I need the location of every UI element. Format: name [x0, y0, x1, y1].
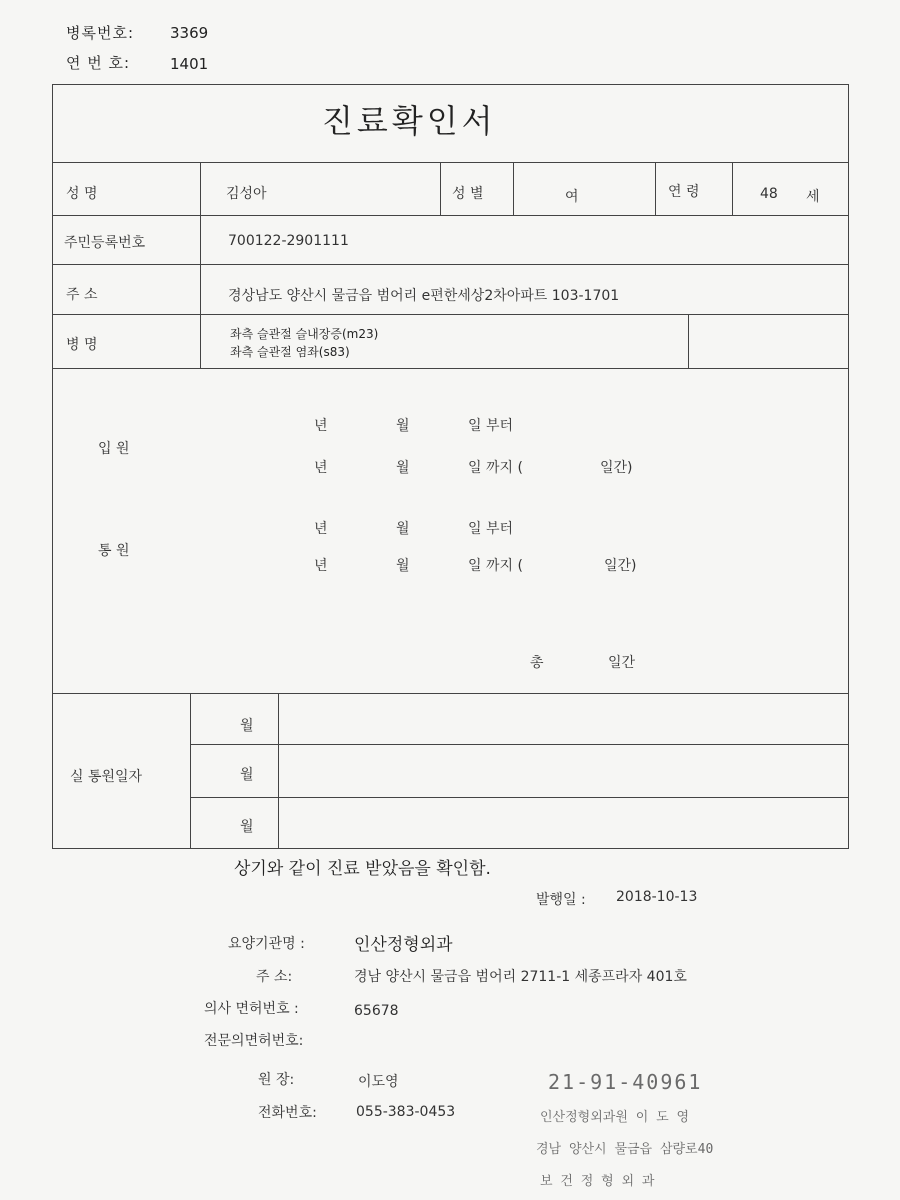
- institution-address-label: 주 소:: [256, 969, 293, 985]
- inpatient-to-day: 일 까지 (: [468, 460, 523, 476]
- inpatient-days: 일간): [600, 460, 633, 476]
- sex-label: 성 별: [452, 186, 484, 202]
- issue-date-label: 발행일 :: [536, 892, 586, 908]
- specialist-license-label: 전문의면허번호:: [204, 1033, 304, 1049]
- age-label: 연 령: [668, 184, 700, 200]
- total-label: 총: [530, 655, 544, 671]
- inpatient-to-month: 월: [396, 460, 410, 476]
- outpatient-from-month: 월: [396, 521, 410, 537]
- stamp-department: 보 건 정 형 외 과: [540, 1174, 655, 1189]
- document-title: 진료확인서: [322, 102, 497, 140]
- visit-month-1: 월: [240, 718, 254, 734]
- visit-month-2: 월: [240, 767, 254, 783]
- outpatient-to-day: 일 까지 (: [468, 558, 523, 574]
- issue-date-value: 2018-10-13: [616, 889, 698, 905]
- confirmation-statement: 상기와 같이 진료 받았음을 확인함.: [234, 859, 491, 879]
- name-label: 성 명: [66, 186, 98, 202]
- institution-label: 요양기관명 :: [228, 936, 305, 952]
- name-value: 김성아: [226, 186, 267, 202]
- address-value: 경상남도 양산시 물금읍 범어리 e편한세상2차아파트 103-1701: [228, 288, 620, 304]
- license-label: 의사 면허번호 :: [204, 1001, 299, 1017]
- total-days: 일간: [608, 655, 636, 671]
- outpatient-from-year: 년: [314, 521, 328, 537]
- director-value: 이도영: [358, 1074, 399, 1090]
- disease-value-2: 좌측 슬관절 염좌(s83): [230, 345, 350, 359]
- outpatient-to-month: 월: [396, 558, 410, 574]
- registry-number-label: 병록번호:: [66, 24, 135, 42]
- rrn-value: 700122-2901111: [228, 233, 349, 249]
- inpatient-from-day: 일 부터: [468, 418, 514, 434]
- director-label: 원 장:: [258, 1072, 295, 1088]
- address-label: 주 소: [66, 287, 98, 303]
- stamp-business-number: 21-91-40961: [548, 1070, 703, 1094]
- phone-label: 전화번호:: [258, 1105, 317, 1121]
- rrn-label: 주민등록번호: [64, 235, 146, 251]
- sex-value: 여: [565, 189, 579, 205]
- disease-label: 병 명: [66, 337, 98, 353]
- outpatient-to-year: 년: [314, 558, 328, 574]
- disease-value-1: 좌측 슬관절 슬내장증(m23): [230, 327, 379, 341]
- registry-number-value: 3369: [170, 24, 209, 42]
- inpatient-label: 입 원: [98, 441, 130, 457]
- outpatient-days: 일간): [604, 558, 637, 574]
- outpatient-label: 통 원: [98, 543, 130, 559]
- visit-month-3: 월: [240, 819, 254, 835]
- outpatient-from-day: 일 부터: [468, 521, 514, 537]
- license-value: 65678: [354, 1003, 399, 1019]
- age-unit: 세: [806, 189, 820, 205]
- age-value: 48: [760, 186, 778, 202]
- serial-number-label: 연 번 호:: [66, 54, 131, 72]
- stamp-clinic-director: 인산정형외과원 이 도 영: [540, 1110, 690, 1125]
- serial-number-value: 1401: [170, 55, 209, 73]
- inpatient-from-year: 년: [314, 418, 328, 434]
- inpatient-from-month: 월: [396, 418, 410, 434]
- institution-address-value: 경남 양산시 물금읍 범어리 2711-1 세종프라자 401호: [354, 969, 687, 985]
- stamp-address: 경남 양산시 물금읍 삼량로40: [536, 1142, 714, 1157]
- inpatient-to-year: 년: [314, 460, 328, 476]
- phone-value: 055-383-0453: [356, 1104, 456, 1120]
- institution-value: 인산정형외과: [354, 935, 453, 955]
- visit-dates-label: 실 통원일자: [70, 769, 143, 785]
